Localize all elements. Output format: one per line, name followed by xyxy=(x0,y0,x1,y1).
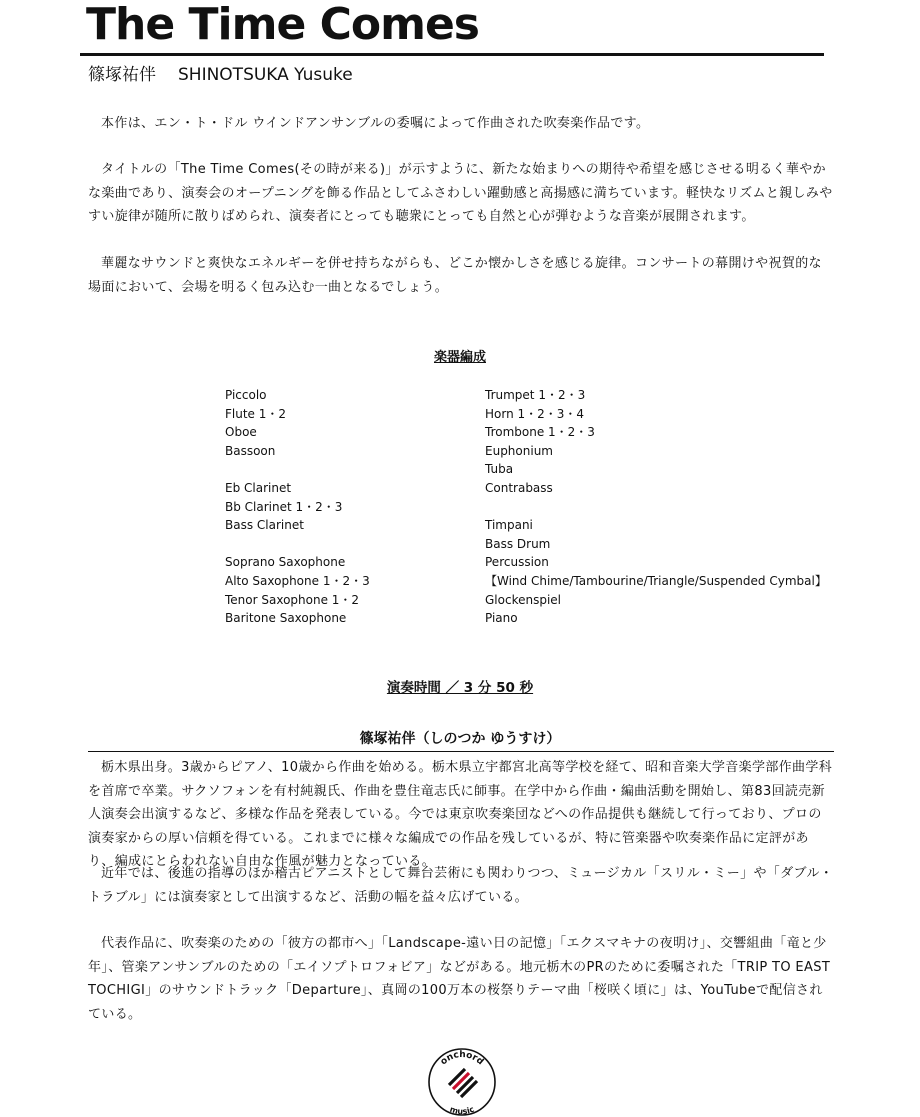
title-underline xyxy=(80,53,824,56)
bio-paragraph-2: 近年では、後進の指導のほか稽古ピアニストとして舞台芸術にも関わりつつ、ミュージカル「スリル・ミー」や「ダブル・トラブル」には演奏家として出演するなど、活動の幅を益々広げている。 xyxy=(88,866,834,905)
duration-label: 演奏時間 ／ 3 分 50 秒 xyxy=(386,680,534,696)
onchord-logo xyxy=(427,1047,497,1117)
logo-top-text: onchord xyxy=(438,1049,486,1068)
composer-name-jp: 篠塚祐伴 xyxy=(88,65,156,85)
instrument-spacer xyxy=(225,535,370,554)
instrument-item: Contrabass xyxy=(485,480,553,495)
instrument-item: Piano xyxy=(485,611,518,626)
instrument-item: Glockenspiel xyxy=(485,592,562,607)
intro-paragraph-3: 華麗なサウンドと爽快なエネルギーを併せ持ちながらも、どこか懐かしさを感じる旋律。コンサートの幕開けや祝賀的な場面において、会場を明るく包み込む一曲となるでしょう。 xyxy=(88,256,822,295)
logo-bottom-text: music xyxy=(448,1104,476,1117)
instrument-item: Bass Drum xyxy=(485,536,551,551)
instrument-item: Bassoon xyxy=(225,443,276,458)
instrument-item: Baritone Saxophone xyxy=(225,611,347,626)
instrument-item: Oboe xyxy=(225,425,257,440)
instrument-item: Piccolo xyxy=(225,388,267,402)
instrument-item: Timpani xyxy=(485,518,533,533)
instrument-item: Tenor Saxophone 1・2 xyxy=(225,592,360,607)
instrument-item: Trumpet 1・2・3 xyxy=(485,388,586,402)
intro-paragraph-1: 本作は、エン・ト・ドル ウインドアンサンブルの委嘱によって作曲された吹奏楽作品です。 xyxy=(101,116,650,131)
intro-paragraph-2: タイトルの「The Time Comes(その時が来る)」が示すように、新たな始まりへの期待や希望を感じさせる明るく華やかな楽曲であり、演奏会のオープニングを飾る作品としてふさわしい躍動感と高揚感に満ちています。軽快なリズムと親しみやすい旋律が随所に散りばめられ、演奏者にとっても聴衆にとっても自然と心が弾むような音楽が展開されます。 xyxy=(88,162,833,224)
instrument-list-woodwinds xyxy=(225,386,370,628)
instrumentation-heading: 楽器編成 xyxy=(433,350,486,365)
bio-paragraph-1: 栃木県出身。3歳からピアノ、10歳から作曲を始める。栃木県立宇都宮北高等学校を経て、昭和音楽大学音楽学部作曲学科を首席で卒業。サクソフォンを有村純親氏、作曲を豊住竜志氏に師事。在学中から作曲・編曲活動を開始し、第83回読売新人演奏会出演するなど、多様な作品を発表している。今では東京吹奏楽団などへの作品提供も継続して行っており、プロの演奏家からの厚い信頼を得ている。これまでに様々な編成での作品を残しているが、特に管楽器や吹奏楽作品に定評があり、編成にとらわれない自由な作風が魅力となっている。 xyxy=(88,760,833,869)
bio-heading: 篠塚祐伴（しのつか ゆうすけ） xyxy=(359,731,561,747)
instrument-item: Tuba xyxy=(485,462,514,477)
instrument-spacer xyxy=(225,460,370,479)
instrument-item: Bass Clarinet xyxy=(225,518,304,533)
instrument-item: Flute 1・2 xyxy=(225,406,287,421)
bio-paragraph-3: 代表作品に、吹奏楽のための「彼方の都市へ」「Landscape-遠い日の記憶」「エクスマキナの夜明け」、交響組曲「竜と少年」、管楽アンサンブルのための「エイソプトロフォビア」などがある。地元栃木のPRのために委嘱された「TRIP TO EAST TOCHIGI」のサウンドトラック「Departure」、真岡の100万本の桜祭りテーマ曲「桜咲く頃に」は、YouTubeで配信されている。 xyxy=(88,936,831,1022)
instrument-item: Horn 1・2・3・4 xyxy=(485,406,585,421)
instrument-item: Eb Clarinet xyxy=(225,480,292,495)
instrument-item: Percussion xyxy=(485,555,549,570)
page-title: The Time Comes xyxy=(86,0,479,50)
instrument-item: Trombone 1・2・3 xyxy=(485,425,595,440)
composer-line xyxy=(88,62,353,88)
instrument-item: Alto Saxophone 1・2・3 xyxy=(225,573,370,588)
composer-name-en: SHINOTSUKA Yusuke xyxy=(178,65,353,85)
instrument-item: 【Wind Chime/Tambourine/Triangle/Suspended Cymbal】 xyxy=(485,573,827,588)
instrument-spacer xyxy=(485,498,827,517)
bio-divider xyxy=(88,751,834,752)
instrument-list-brass-percussion xyxy=(485,386,827,628)
instrument-item: Soprano Saxophone xyxy=(225,555,346,570)
instrument-item: Euphonium xyxy=(485,443,553,458)
instrument-item: Bb Clarinet 1・2・3 xyxy=(225,499,343,514)
